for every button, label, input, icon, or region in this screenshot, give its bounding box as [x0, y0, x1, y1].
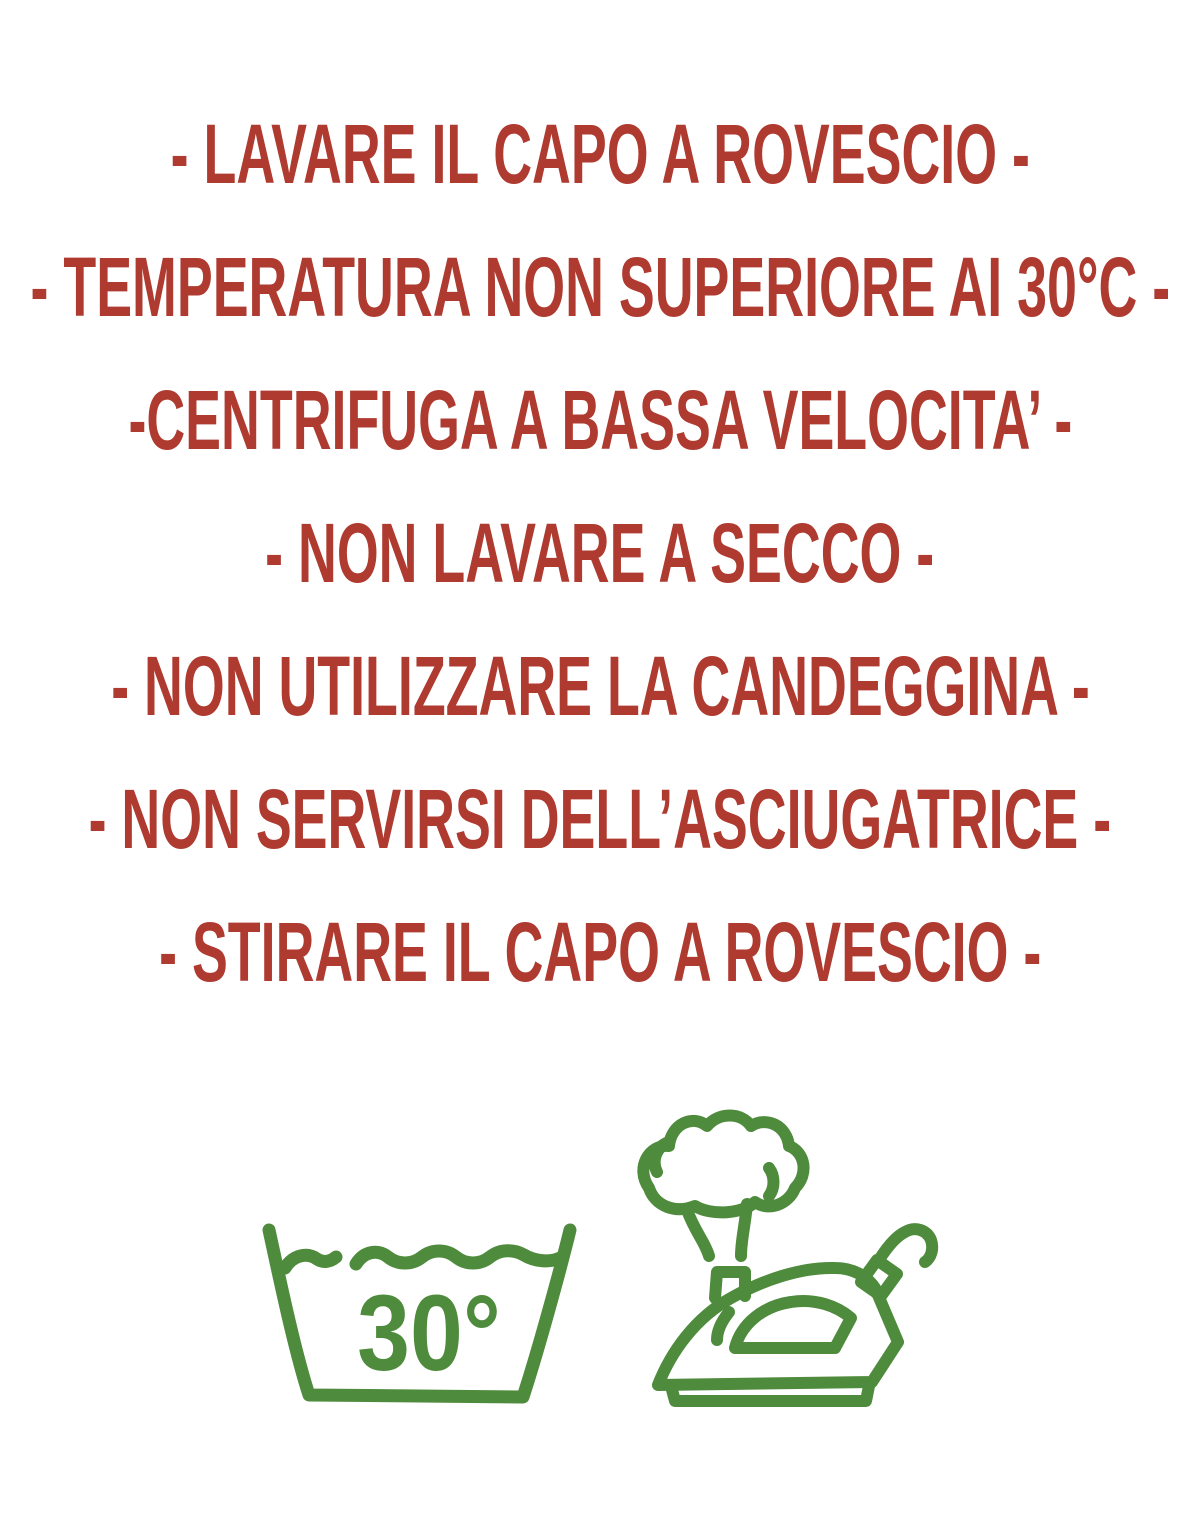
instruction-line-text: -CENTRIFUGA A BASSA VELOCITA’ - [128, 372, 1072, 467]
steam-cloud-inner-dash-left [655, 1142, 669, 1172]
instruction-line-text: - NON UTILIZZARE LA CANDEGGINA - [110, 638, 1090, 733]
instruction-line [0, 486, 1200, 619]
instruction-line [0, 87, 1200, 220]
steam-iron-icon [639, 1110, 936, 1402]
iron-cord-hook [879, 1229, 932, 1262]
instruction-line-text: - NON LAVARE A SECCO - [265, 505, 935, 600]
iron-handle-window [735, 1301, 851, 1348]
instruction-line-text: - NON SERVIRSI DELL’ASCIUGATRICE - [88, 771, 1112, 866]
care-symbols-row [0, 1110, 1200, 1402]
instruction-line-text: - TEMPERATURA NON SUPERIORE AI 30°C - [30, 239, 1170, 334]
steam-funnel-right [741, 1204, 747, 1256]
instruction-line [0, 885, 1200, 1018]
instruction-line [0, 353, 1200, 486]
basin-water-line-short [285, 1255, 336, 1268]
instruction-line [0, 619, 1200, 752]
steam-cloud-inner-dash-right [769, 1168, 774, 1196]
instruction-line-text: - STIRARE IL CAPO A ROVESCIO - [158, 904, 1042, 999]
steam-funnel-left [687, 1210, 709, 1256]
steam-cloud [643, 1116, 803, 1213]
instruction-line [0, 752, 1200, 885]
instruction-line-text: - LAVARE IL CAPO A ROVESCIO - [170, 106, 1030, 201]
basin-temperature-label: 30° [357, 1272, 501, 1394]
instruction-line [0, 220, 1200, 353]
wash-basin-30-icon [264, 1227, 574, 1402]
iron-shine-dash [717, 1312, 729, 1340]
basin-water-line-long [356, 1251, 560, 1264]
